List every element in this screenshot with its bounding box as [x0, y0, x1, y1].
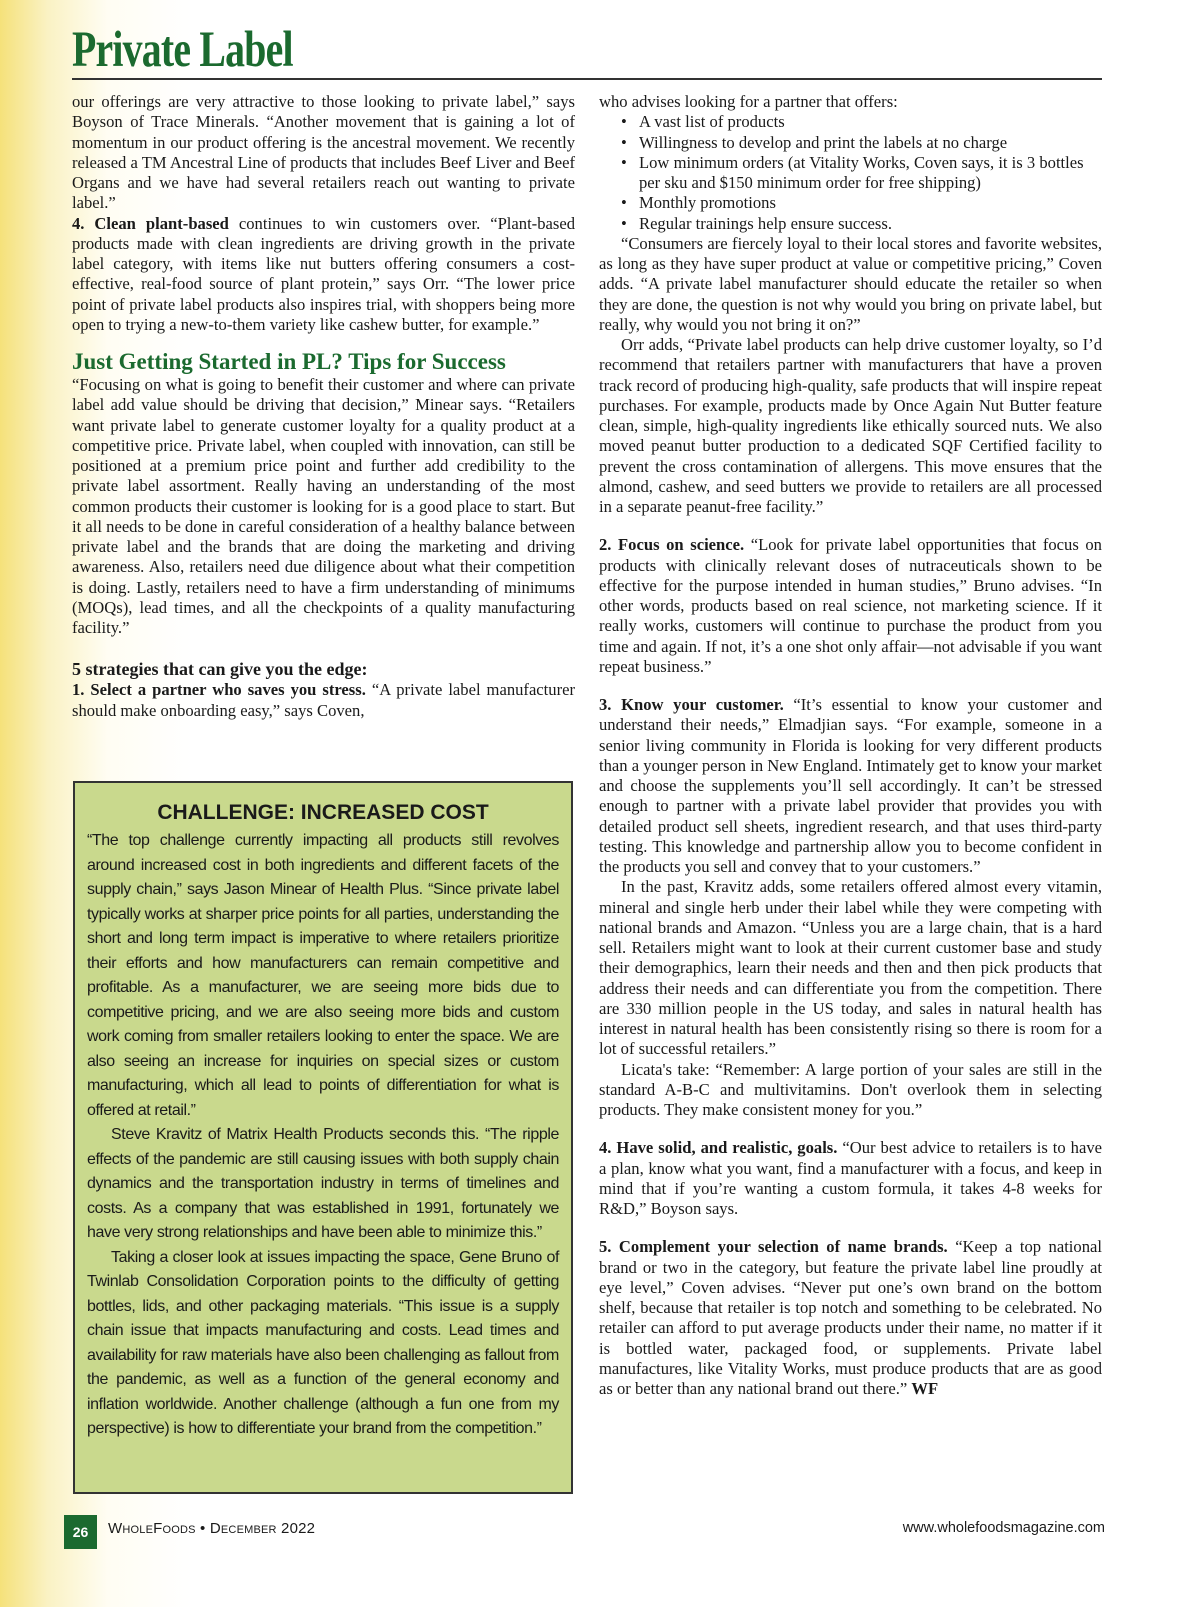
- paragraph-text: “It’s essential to know your customer and understand their needs,” Elmadjian says. “For example, someone in a senior living community in Florida is looking for very different products than a younger person in New England. Intimately get to know your market and choose the supplements you’ll sell accordingly. It can’t be stressed enough to partner with a private label provider that provides you with detailed product sell sheets, ingredient research, and that uses third-party testing. This knowledge and partnership allow you to become confident in the products you sell and convey that to your customers.”: [599, 695, 1103, 876]
- partner-offer-list: [599, 112, 1102, 234]
- strategies-heading: 5 strategies that can give you the edge:: [72, 659, 368, 680]
- list-item: • Willingness to develop and print the labels at no charge: [621, 133, 1102, 153]
- strategy-lead: 5. Complement your selection of name brands.: [599, 1237, 948, 1257]
- paragraph-text: continues to win customers over. “Plant-based products made with clean ingredients are driving growth in the private label category, with items like nut butters offering consumers a cost-effective, real-food source of plant protein,” says Orr. “The lower price point of private label products also inspires trial, with shoppers being more open to trying a new-to-them variety like cashew butter, for example.”: [72, 213, 575, 334]
- paragraph-text: “Keep a top national brand or two in the category, but feature the private label line proudly at eye level,” Coven advises. “Never put one’s own brand on the bottom shelf, because that retailer is top notch and something to be celebrated. No retailer can afford to put average products under their name, no matter if it is bottled water, packaged food, or supplements. Private label manufactures, like Vitality Works, must produce products that are as good as or better than any national brand out there.”: [599, 1237, 1102, 1398]
- page-number: 26: [64, 1515, 97, 1549]
- paragraph: [72, 680, 575, 721]
- left-column: [72, 92, 575, 721]
- strategy-lead: 4. Have solid, and realistic, goals.: [599, 1138, 838, 1158]
- list-item: • Low minimum orders (at Vitality Works, Coven says, it is 3 bottles per sku and $150 minimum order for free shipping): [621, 153, 1102, 194]
- paragraph: who advises looking for a partner that offers:: [599, 92, 898, 111]
- sidebar-paragraph: Taking a closer look at issues impacting the space, Gene Bruno of Twinlab Consolidation Corporation points to the difficulty of getting bottles, lids, and other packaging materials. “This issue is a supply chain issue that impacts manufacturing and costs. Lead times and availability for raw materials have also been challenging as fallout from the pandemic, as well as a function of the general economy and inflation worldwide. Another challenge (although a fun one from my perspective) is how to differentiate your brand from the competition.”: [87, 1248, 559, 1437]
- right-column: [599, 92, 1102, 1399]
- list-item: • Monthly promotions: [621, 193, 1102, 213]
- magazine-issue: WholeFoods • December 2022: [108, 1520, 316, 1537]
- paragraph: [599, 695, 1102, 877]
- signoff: WF: [911, 1379, 939, 1398]
- paragraph: [599, 1237, 1102, 1399]
- paragraph: In the past, Kravitz adds, some retailers offered almost every vitamin, mineral and single herb under their label while they were competing with national brands and Amazon. “Unless you are a large chain, that is a hard sell. Retailers might want to look at their current customer base and study their demographics, learn their needs and then and then pick products that address their needs and can differentiate you from the competition. There are 330 million people in the US today, and sales in natural health has interest in natural health has been consistently rising so there is room for a lot of successful retailers.”: [599, 877, 1102, 1059]
- paragraph: [72, 214, 575, 336]
- list-item: • A vast list of products: [621, 112, 1102, 132]
- paragraph: “Consumers are fiercely loyal to their local stores and favorite websites, as long as they have super product at value or competitive pricing,” Coven adds. “A private label manufacturer should educate the retailer so when they are done, the question is not why would you bring on private label, but really, why would you not bring it on?”: [599, 233, 1102, 334]
- sidebar-title: CHALLENGE: INCREASED COST: [157, 801, 489, 824]
- paragraph: “Focusing on what is going to benefit their customer and where can private label add value should be driving that decision,” Minear says. “Retailers want private label to generate customer loyalty for a quality product at a competitive price. Private label, when coupled with innovation, can still be positioned at a premium price point and further add credibility to the private label assortment. Really having an understanding of the most common products their customer is looking for is a good place to start. But it all needs to be done in careful consideration of a healthy balance between private label and the brands that are doing the marketing and driving awareness. Also, retailers need due diligence about what their competition is doing. Lastly, retailers need to have a firm understanding of minimums (MOQs), lead times, and all the checkpoints of a quality manufacturing facility.”: [72, 375, 575, 637]
- paragraph: [599, 535, 1102, 677]
- challenge-sidebar: [73, 781, 573, 1494]
- paragraph-text: “A private label manufacturer should make onboarding easy,” says Coven,: [72, 680, 575, 720]
- paragraph-text: “Our best advice to retailers is to have a plan, know what you want, find a manufacturer with a focus, and keep in mind that if you’re wanting a custom formula, it takes 4-8 weeks for R&D,” Boyson says.: [599, 1138, 1102, 1218]
- paragraph: our offerings are very attractive to those looking to private label,” says Boyson of Trace Minerals. “Another movement that is gaining a lot of momentum in our product offering is the ancestral movement. We recently released a TM Ancestral Line of products that includes Beef Liver and Beef Organs and we have had several retailers reach out wanting to private label.”: [72, 92, 575, 213]
- list-item: • Regular trainings help ensure success.: [621, 214, 1102, 234]
- header-rule: [72, 78, 1102, 80]
- subheading: Just Getting Started in PL? Tips for Success: [72, 349, 506, 374]
- strategy-lead: 2. Focus on science.: [599, 535, 745, 555]
- strategy-lead: 3. Know your customer.: [599, 695, 784, 714]
- sidebar-paragraph: “The top challenge currently impacting all products still revolves around increased cost in both ingredients and different facets of the supply chain,” says Jason Minear of Health Plus. “Since private label typically works at sharper price points for all parties, understanding the short and long term impact is imperative to where retailers prioritize their efforts and how manufacturers can remain competitive and profitable. As a manufacturer, we are seeing more bids due to competitive pricing, and we are also seeing more bids and custom work coming from smaller retailers looking to enter the space. We are also seeing an increase for inquiries on special sizes or custom manufacturing, which all lead to points of differentiation for what is offered at retail.”: [87, 832, 559, 1119]
- paragraph: Licata's take: “Remember: A large portion of your sales are still in the standard A-B-C and multivitamins. Don't overlook them in selecting products. They make consistent money for you.”: [599, 1059, 1102, 1119]
- paragraph: [599, 1138, 1102, 1219]
- strategy-lead: 1. Select a partner who saves you stress.: [72, 680, 366, 700]
- sidebar-paragraph: Steve Kravitz of Matrix Health Products seconds this. “The ripple effects of the pandemic are still causing issues with both supply chain dynamics and the transportation industry in terms of timelines and costs. As a company that was established in 1991, fortunately we have very strong relationships and have been able to minimize this.”: [87, 1126, 559, 1241]
- paragraph-text: “Look for private label opportunities that focus on products with clinically relevant doses of nutraceuticals shown to be effective for the purpose intended in human studies,” Bruno advises. “In other words, products based on real science, not marketing science. If it really works, customers will continue to purchase the product from you time and again. If not, it’s a one shot only affair—not advisable if you want repeat business.”: [599, 535, 1102, 676]
- website-url: www.wholefoodsmagazine.com: [902, 1520, 1105, 1536]
- strategy-lead: 4. Clean plant-based: [72, 213, 229, 233]
- paragraph: Orr adds, “Private label products can help drive customer loyalty, so I’d recommend that retailers partner with manufacturers that have a proven track record of producing high-quality, safe products that will inspire repeat purchases. For example, products made by Once Again Nut Butter feature clean, simple, high-quality ingredients like ethically sourced nuts. We also moved peanut butter production to a dedicated SQF Certified facility to prevent the cross contamination of allergens. This move ensures that the almond, cashew, and seed butters we provide to retailers are all processed in a separate peanut-free facility.”: [599, 335, 1102, 516]
- section-title: Private Label: [72, 22, 293, 78]
